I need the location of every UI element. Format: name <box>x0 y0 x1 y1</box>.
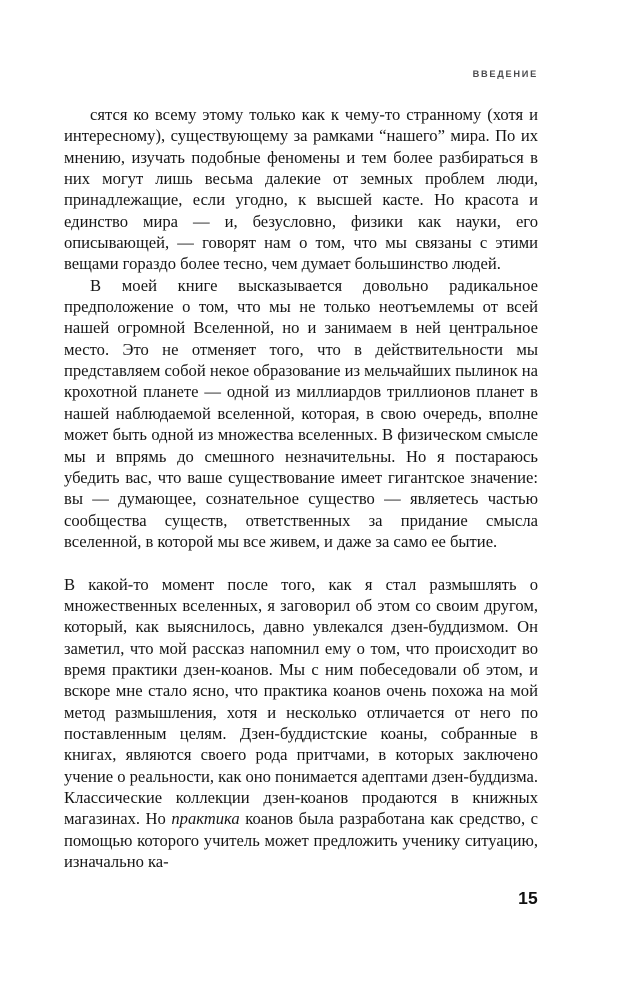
text-column <box>64 104 538 872</box>
paragraph-zen-koans <box>64 574 538 873</box>
running-header: ВВЕДЕНИЕ <box>472 69 538 79</box>
emphasized-term: практика <box>171 809 240 829</box>
paragraph-continued: сятся ко всему этому только как к чему-то странному (хотя и интересному), существующему за рамками “нашего” мира. По их мнению, изучать подобные феномены и тем более разбираться в них могут лишь весьма далекие от земных проблем люди, принадлежащие, если угодно, к высшей касте. Но красота и единство мира — и, безусловно, физики как науки, его описывающей, — говорят нам о том, что мы связаны с этими вещами гораздо более тесно, чем думает большинство людей. <box>64 105 538 274</box>
page-number: 15 <box>518 888 538 908</box>
text-run: В какой-то момент после того, как я стал размышлять о множественных вселенных, я заговорил об этом со своим другом, который, как выяснилось, давно увлекался дзен-буддизмом. Он заметил, что мой рассказ напомнил ему о том, что происходит во время практики дзен-коанов. Мы с ним побеседовали об этом, и вскоре мне стало ясно, что практика коанов очень похожа на мой метод размышления, хотя и несколько отличается от него по поставленным целям. Дзен-буддистские коаны, собранные в книгах, являются своего рода притчами, в которых заключено учение о реальности, как оно понимается адептами дзен-буддизма. Классические коллекции дзен-коанов продаются в книжных магазинах. Но <box>64 574 538 829</box>
paragraph-my-book: В моей книге высказывается довольно радикальное предположение о том, что мы не только неотъемлемы от всей нашей огромной Вселенной, но и занимаем в ней центральное место. Это не отменяет того, что в действительности мы представляем собой некое образование из мельчайших пылинок на крохотной планете — одной из миллиардов триллионов планет в нашей наблюдаемой вселенной, которая, в свою очередь, вполне может быть одной из множества вселенных. В физическом смысле мы и впрямь до смешного незначительны. Но я постараюсь убедить вас, что ваше существование имеет гигантское значение: вы — думающее, сознательное существо — являетесь частью сообщества существ, ответственных за придание смысла вселенной, в которой мы все живем, и даже за само ее бытие. <box>64 275 538 551</box>
text-run: коанов была разработана как средство, с помощью которого учитель может предложить ученику ситуацию, изначально ка- <box>64 809 538 872</box>
